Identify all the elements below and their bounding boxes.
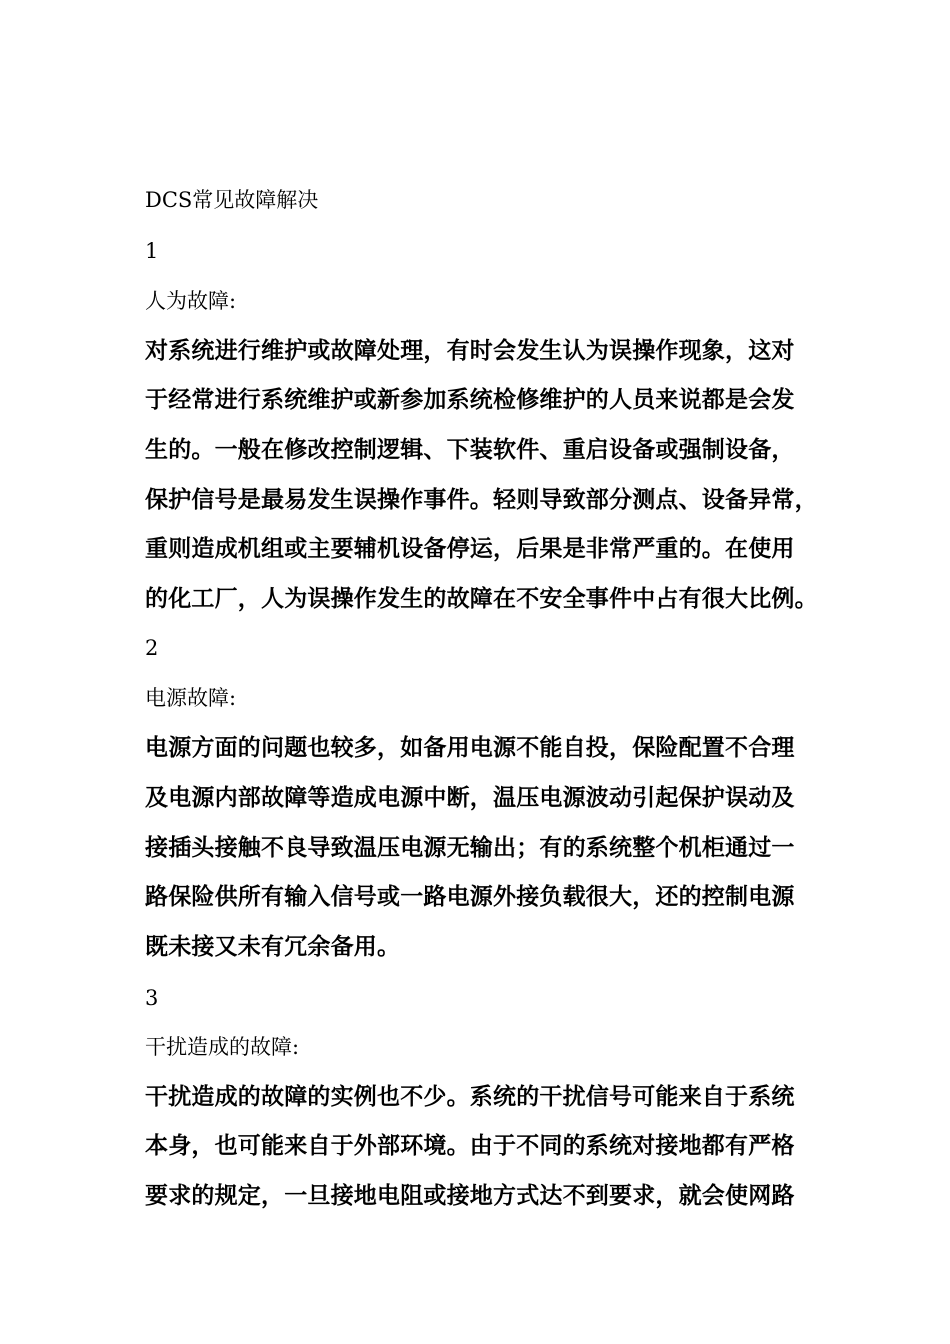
document-title: DCS常见故障解决 — [145, 188, 319, 212]
section-number: 2 — [145, 636, 159, 660]
paragraph-line: 重则造成机组或主要辅机设备停运，后果是非常严重的。在使用 — [145, 536, 795, 562]
section-heading: 电源故障: — [145, 686, 237, 710]
section-heading: 人为故障: — [145, 289, 237, 313]
paragraph-line: 及电源内部故障等造成电源中断，温压电源波动引起保护误动及 — [145, 785, 795, 811]
section-number: 3 — [145, 986, 159, 1010]
paragraph-line: 对系统进行维护或故障处理，有时会发生认为误操作现象，这对 — [145, 338, 795, 364]
paragraph-line: 干扰造成的故障的实例也不少。系统的干扰信号可能来自于系统 — [145, 1084, 795, 1110]
paragraph-line: 接插头接触不良导致温压电源无输出；有的系统整个机柜通过一 — [145, 835, 795, 861]
paragraph-line: 保护信号是最易发生误操作事件。轻则导致部分测点、设备异常， — [145, 487, 818, 513]
paragraph-line: 要求的规定，一旦接地电阻或接地方式达不到要求，就会使网路 — [145, 1183, 795, 1209]
paragraph-line: 生的。一般在修改控制逻辑、下装软件、重启设备或强制设备， — [145, 437, 795, 463]
paragraph-line: 的化工厂，人为误操作发生的故障在不安全事件中占有很大比例。 — [145, 586, 818, 612]
paragraph-line: 本身，也可能来自于外部环境。由于不同的系统对接地都有严格 — [145, 1133, 795, 1159]
section-number: 1 — [145, 239, 159, 263]
paragraph-line: 既未接又未有冗余备用。 — [145, 934, 401, 960]
paragraph-line: 路保险供所有输入信号或一路电源外接负载很大，还的控制电源 — [145, 884, 795, 910]
paragraph-line: 电源方面的问题也较多，如备用电源不能自投，保险配置不合理 — [145, 735, 795, 761]
paragraph-line: 于经常进行系统维护或新参加系统检修维护的人员来说都是会发 — [145, 387, 795, 413]
section-heading: 干扰造成的故障: — [145, 1035, 300, 1059]
